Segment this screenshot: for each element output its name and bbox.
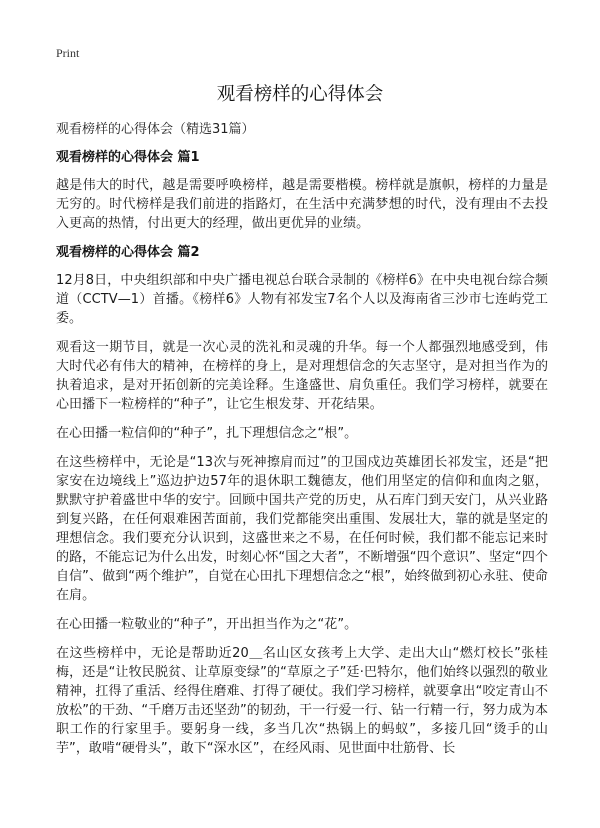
paragraph: 在这些榜样中，无论是“13次与死神擦肩而过”的卫国戍边英雄团长祁发宝，还是“把家安在边境线上”巡边护边57年的退休职工魏德友，他们用坚定的信仰和血肉之躯，默默守护着盛世中华的安宁。回顾中国共产党的历史，从石库门到天安门，从兴业路到复兴路，在任何艰难困苦面前，我们党都能突出重围、发展壮大，靠的就是坚定的理想信念。我们要充分认识到，这盛世来之不易，在任何时候，我们都不能忘记来时的路，不能忘记为什么出发，时刻心怀“国之大者”，不断增强“四个意识”、坚定“四个自信”、做到“两个维护”，自觉在心田扎下理想信念之“根”，始终做到初心永驻、使命在肩。 bbox=[56, 455, 548, 603]
document-body bbox=[56, 120, 548, 768]
paragraph: 在心田播一粒信仰的“种子”，扎下理想信念之“根”。 bbox=[56, 426, 358, 441]
paragraph: 在心田播一粒敬业的“种子”，开出担当作为之“花”。 bbox=[56, 617, 358, 632]
paragraph: 在这些榜样中，无论是帮助近20＿名山区女孩考上大学、走出大山“燃灯校长”张桂梅，还是“让牧民脱贫、让草原变绿”的“草原之子”廷·巴特尔，他们始终以强烈的敬业精神，扛得了重活、经得住磨难、打得了硬仗。我们学习榜样，就要拿出“咬定青山不放松”的干劲、“千磨万击还坚劲”的韧劲，干一行爱一行、钻一行精一行，努力成为本职工作的行家里手。要躬身一线，多当几次“热锅上的蚂蚁”，多接几回“烫手的山芋”，敢啃“硬骨头”，敢下“深水区”，在经风雨、见世面中壮筋骨、长 bbox=[56, 646, 548, 756]
print-link[interactable]: Print bbox=[56, 46, 80, 60]
paragraph: 12月8日，中央组织部和中央广播电视总台联合录制的《榜样6》在中央电视台综合频道（CCTV—1）首播。《榜样6》人物有祁发宝7名个人以及海南省三沙市七连屿党工委。 bbox=[56, 273, 548, 326]
section-heading-1: 观看榜样的心得体会 篇1 bbox=[56, 150, 200, 165]
paragraph: 观看这一期节目，就是一次心灵的洗礼和灵魂的升华。每一个人都强烈地感受到，伟大时代必有伟大的精神，在榜样的身上，是对理想信念的矢志坚守，是对担当作为的执着追求，是对开拓创新的完美诠释。生逢盛世、肩负重任。我们学习榜样，就要在心田播下一粒榜样的“种子”，让它生根发芽、开花结果。 bbox=[56, 340, 548, 412]
page-title: 观看榜样的心得体会 bbox=[216, 84, 384, 105]
section-heading-2: 观看榜样的心得体会 篇2 bbox=[56, 245, 200, 260]
paragraph: 越是伟大的时代，越是需要呼唤榜样，越是需要楷模。榜样就是旗帜，榜样的力量是无穷的。时代榜样是我们前进的指路灯，在生活中充满梦想的时代，没有理由不去投入更高的热情，付出更大的经理，做出更优异的业绩。 bbox=[56, 178, 548, 231]
document-subtitle: 观看榜样的心得体会（精选31篇） bbox=[56, 122, 255, 137]
